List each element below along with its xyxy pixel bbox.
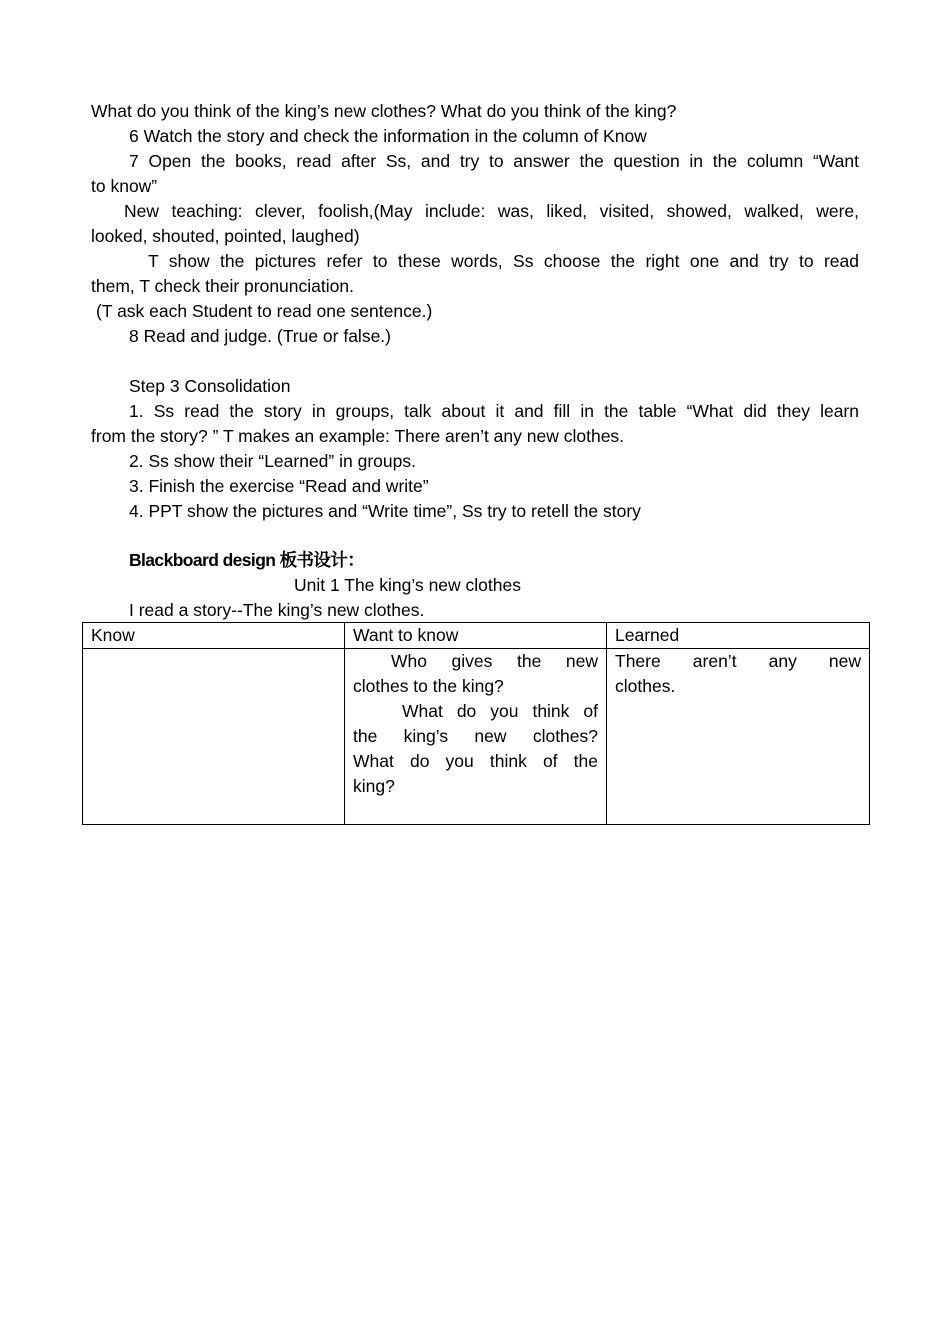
text-line: from the story? ” T makes an example: There aren’t any new clothes. xyxy=(91,426,625,446)
table-header-row xyxy=(83,623,870,649)
text-line: 1. Ss read the story in groups, talk about it and fill in the table “What did they learn xyxy=(129,401,859,421)
text-line: 4. PPT show the pictures and “Write time”, Ss try to retell the story xyxy=(129,501,641,521)
cell-know xyxy=(83,649,345,825)
section-heading: Step 3 Consolidation xyxy=(129,376,291,396)
header-know: Know xyxy=(83,623,345,649)
text-line: 6 Watch the story and check the information in the column of Know xyxy=(129,126,647,146)
cell-text-line: What do you think of the xyxy=(353,751,598,771)
cell-text-line: There aren’t any new xyxy=(615,651,861,671)
cell-text-line: the king’s new clothes? xyxy=(353,726,598,746)
blackboard-table xyxy=(82,622,870,825)
cell-text-line: clothes to the king? xyxy=(353,676,504,696)
header-learned: Learned xyxy=(607,623,870,649)
text-line: looked, shouted, pointed, laughed) xyxy=(91,226,360,246)
text-line: What do you think of the king’s new clothes? What do you think of the king? xyxy=(91,101,677,121)
text-line: T show the pictures refer to these words, Ss choose the right one and try to read xyxy=(148,251,859,271)
cell-text-line: Who gives the new xyxy=(391,651,598,671)
text-line: to know” xyxy=(91,176,158,196)
cell-text-line: What do you think of xyxy=(402,701,598,721)
text-line: 7 Open the books, read after Ss, and try to answer the question in the column “Want xyxy=(129,151,859,171)
text-line: 3. Finish the exercise “Read and write” xyxy=(129,476,429,496)
cell-text-line: clothes. xyxy=(615,676,676,696)
text-line: (T ask each Student to read one sentence.) xyxy=(96,301,433,321)
text-line: 2. Ss show their “Learned” in groups. xyxy=(129,451,416,471)
cell-text-line: king? xyxy=(353,776,395,796)
cell-want-to-know xyxy=(345,649,607,825)
cell-learned xyxy=(607,649,870,825)
text-line: them, T check their pronunciation. xyxy=(91,276,354,296)
table-row xyxy=(83,649,870,825)
text-line: 8 Read and judge. (True or false.) xyxy=(129,326,391,346)
unit-title: Unit 1 The king’s new clothes xyxy=(294,575,521,595)
blackboard-title: Blackboard design 板书设计： xyxy=(129,550,365,570)
header-want-to-know: Want to know xyxy=(345,623,607,649)
story-title: I read a story--The king’s new clothes. xyxy=(129,600,425,620)
text-line: New teaching: clever, foolish,(May include: was, liked, visited, showed, walked, were, xyxy=(124,201,859,221)
